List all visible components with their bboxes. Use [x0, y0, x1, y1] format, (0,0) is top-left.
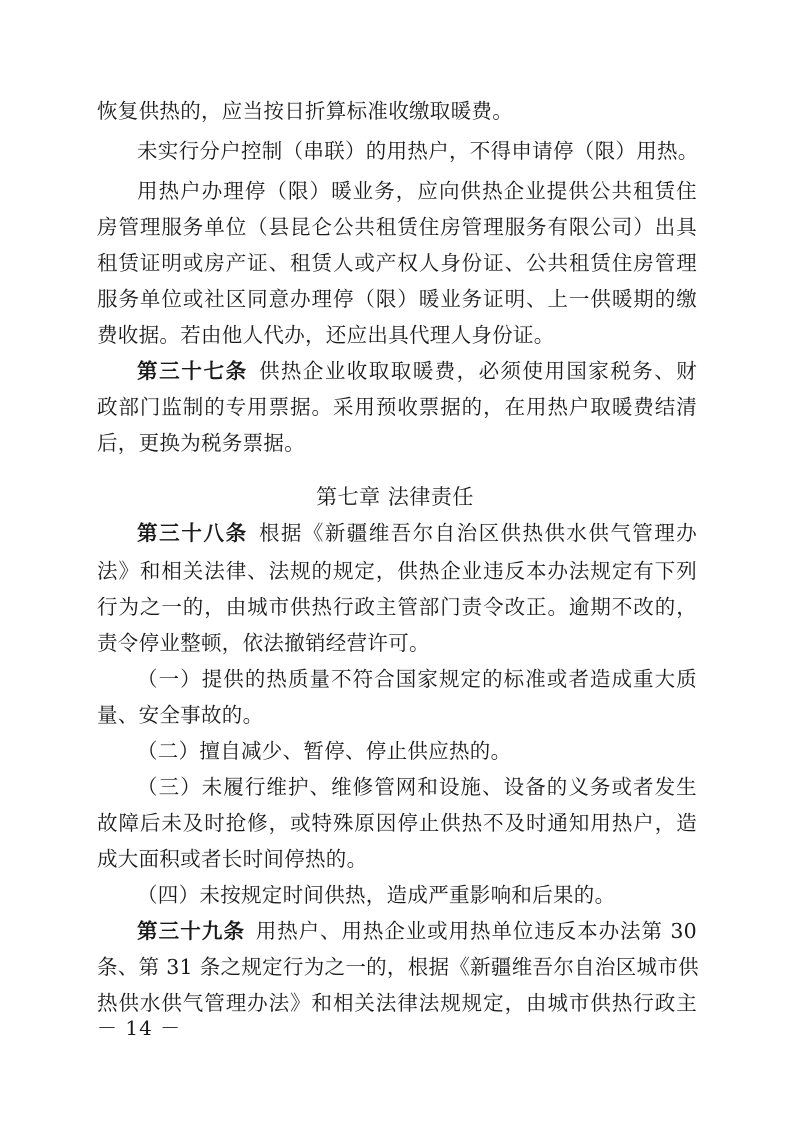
article-37-text: 供热企业收取取暖费，必须使用国家税务、财: [257, 359, 698, 383]
paragraph-line: 恢复供热的，应当按日折算标准收缴取暖费。: [97, 99, 513, 123]
article-38-title: 第三十八条: [137, 521, 248, 545]
article-38-line: [137, 518, 697, 548]
article-39-text: 用热户、用热企业或用热单位违反本办法第 30: [255, 919, 698, 943]
list-item-line: 成大面积或者长时间停热的。: [97, 847, 368, 871]
paragraph-line: 行为之一的，由城市供热行政主管部门责令改正。逾期不改的，: [97, 595, 697, 619]
paragraph-line: 责令停业整顿，依法撤销经营许可。: [97, 631, 430, 655]
paragraph-line: 条、第 31 条之规定行为之一的，根据《新疆维吾尔自治区城市供: [97, 955, 699, 979]
paragraph-line: 热供水供气管理办法》和相关法律法规规定，由城市供热行政主: [97, 991, 697, 1015]
list-item-line: （四）未按规定时间供热，造成严重影响和后果的。: [137, 883, 616, 907]
article-39-line: [137, 916, 697, 946]
list-item-line: （二）擅自减少、暂停、停止供应热的。: [137, 739, 512, 763]
paragraph-line: 法》和相关法律、法规的规定，供热企业违反本办法规定有下列: [97, 559, 697, 583]
article-39-title: 第三十九条: [137, 919, 246, 943]
list-item-line: 量、安全事故的。: [97, 703, 264, 727]
chapter-heading: 第七章 法律责任: [316, 485, 474, 509]
paragraph-line: 租赁证明或房产证、租赁人或产权人身份证、公共租赁住房管理: [97, 251, 697, 275]
paragraph-line: 政部门监制的专用票据。采用预收票据的，在用热户取暖费结清: [97, 395, 697, 419]
list-item-line: 故障后未及时抢修，或特殊原因停止供热不及时通知用热户，造: [97, 811, 697, 835]
list-item-line: （三）未履行维护、维修管网和设施、设备的义务或者发生: [137, 775, 697, 799]
paragraph-line: 未实行分户控制（串联）的用热户，不得申请停（限）用热。: [137, 139, 699, 163]
page-number: － 14 －: [97, 1016, 182, 1040]
article-38-text: 根据《新疆维吾尔自治区供热供水供气管理办: [257, 521, 698, 545]
paragraph-line: 后，更换为税务票据。: [97, 431, 305, 455]
paragraph-line: 费收据。若由他人代办，还应出具代理人身份证。: [97, 323, 555, 347]
paragraph-line: 服务单位或社区同意办理停（限）暖业务证明、上一供暖期的缴: [97, 287, 697, 311]
article-37-title: 第三十七条: [137, 359, 248, 383]
article-37-line: [137, 356, 697, 386]
paragraph-line: 房管理服务单位（县昆仑公共租赁住房管理服务有限公司）出具: [97, 215, 697, 239]
list-item-line: （一）提供的热质量不符合国家规定的标准或者造成重大质: [137, 667, 697, 691]
paragraph-line: 用热户办理停（限）暖业务，应向供热企业提供公共租赁住: [137, 179, 697, 203]
